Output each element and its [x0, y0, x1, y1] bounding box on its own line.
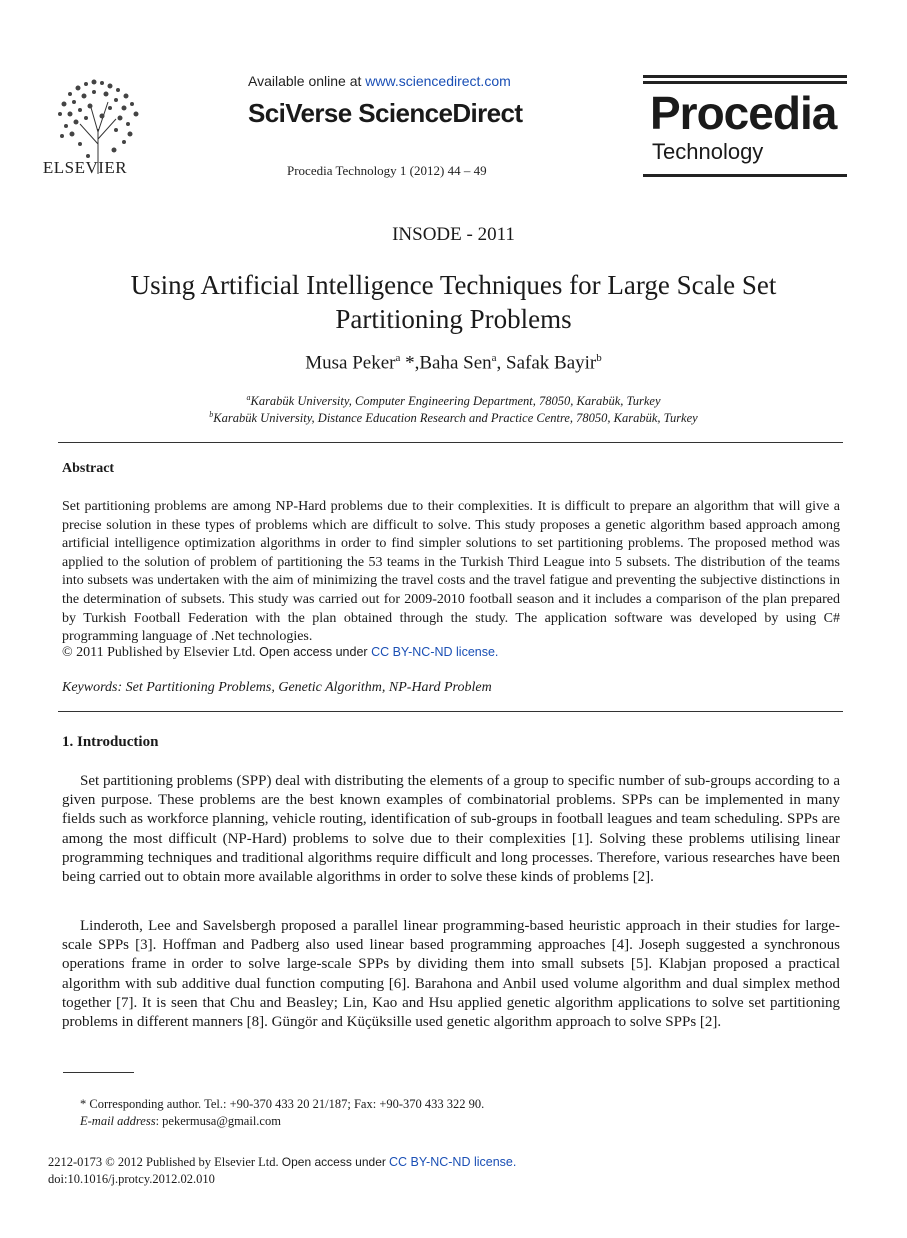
available-online-label: Available online at — [248, 73, 362, 89]
procedia-rule-top-2 — [643, 81, 847, 84]
email-note — [80, 1114, 281, 1129]
issn-text: 2212-0173 © 2012 Published by Elsevier Ltd. — [48, 1155, 279, 1169]
abstract-text: Set partitioning problems are among NP-Hard problems due to their complexities. It is difficult to prepare an algorithm that will give a precise solution in these types of problems which are difficult to solve. This study proposes a genetic algorithm based approach among artificial intelligence optimization algorithms in order to find simpler solutions to set partitioning problems. The proposed method was applied to the solution of problem of partitioning the 53 teams in the Turkish Third League into 5 subsets. The distribution of the teams into subsets was undertaken with the aim of minimizing the travel costs and the travel fatigue and preventing the subjective distinctions in the determination of subsets. This study was carried out for 2009-2010 football season and it includes a comparison of the plan prepared by Turkish Football Federation with the plan obtained through the study. The application software was developed by using C# programming language of .Net technologies. — [62, 499, 840, 645]
procedia-rule-bottom — [643, 174, 847, 177]
available-online — [248, 73, 511, 89]
cc-license-link[interactable]: CC BY-NC-ND license. — [371, 645, 499, 659]
divider-top — [58, 442, 843, 443]
author-name: Safak Bayir — [506, 352, 597, 374]
email-label: E-mail address — [80, 1114, 156, 1128]
article-title — [60, 268, 847, 336]
author-sup: a — [491, 352, 497, 364]
affiliation-a — [0, 393, 907, 409]
abstract-copyright — [62, 645, 498, 661]
journal-citation: Procedia Technology 1 (2012) 44 – 49 — [287, 163, 487, 178]
procedia-rule-top-1 — [643, 75, 847, 78]
procedia-logo: Procedia — [650, 87, 837, 139]
footer-open-access: Open access under — [281, 1155, 386, 1169]
email-value: : pekermusa@gmail.com — [155, 1114, 281, 1128]
copyright-text: © 2011 Published by Elsevier Ltd. — [62, 645, 256, 660]
open-access-label: Open access under — [259, 645, 368, 659]
author-name: Musa Peker — [305, 352, 396, 374]
author-suffix: *, — [400, 352, 420, 374]
conference-name: INSODE - 2011 — [392, 224, 515, 245]
author-sup: b — [596, 352, 602, 364]
affiliation-b — [0, 410, 907, 426]
divider-abstract — [58, 711, 843, 712]
section-heading-introduction: 1. Introduction — [62, 734, 159, 750]
affil-sup: a — [246, 393, 251, 402]
footer-license-link[interactable]: CC BY-NC-ND license. — [388, 1155, 517, 1169]
affil-text: Karabük University, Distance Education Research and Practice Centre, 78050, Karabük, Turkey — [213, 411, 698, 426]
corresponding-author-note: * Corresponding author. Tel.: +90-370 433 20 21/187; Fax: +90-370 433 322 90. — [80, 1097, 485, 1111]
affil-sup: b — [209, 410, 214, 419]
intro-paragraph-2: Linderoth, Lee and Savelsbergh proposed a parallel linear programming-based heuristic approach in their studies for large-scale SPPs [3]. Hoffman and Padberg also used linear based programming approaches [4]. Joseph suggested a synchronous operations frame in order to solve large-scale SPPs by dividing them into small subsets [5]. Klabjan proposed a practical algorithm with sub additive dual function computing [6]. Barahona and Anbil used volume algorithm and dual simplex method together [7]. It is seen that Chu and Beasley; Lin, Kao and Hsu applied genetic algorithm applications to solve set partitioning problems in different manners [8]. Güngör and Küçüksille used genetic algorithm approach to solve SPPs [2]. — [62, 918, 840, 1031]
title-line-2: Partitioning Problems — [335, 304, 572, 334]
procedia-logo-sub: Technology — [652, 139, 764, 164]
author-suffix: , — [496, 352, 507, 374]
keywords: Keywords: Set Partitioning Problems, Genetic Algorithm, NP-Hard Problem — [62, 680, 492, 695]
affil-text: Karabük University, Computer Engineering Department, 78050, Karabük, Turkey — [250, 394, 661, 409]
title-line-1: Using Artificial Intelligence Techniques for Large Scale Set — [130, 270, 777, 300]
author-list — [0, 352, 907, 374]
abstract-heading: Abstract — [62, 461, 115, 476]
sciencedirect-link[interactable]: www.sciencedirect.com — [365, 73, 511, 89]
sciverse-logo: SciVerse ScienceDirect — [248, 98, 523, 128]
author-name: Baha Sen — [419, 352, 492, 374]
author-sup: a — [395, 352, 401, 364]
intro-paragraph-1: Set partitioning problems (SPP) deal with distributing the elements of a group to specific number of sub-groups according to a given purpose. These problems are the best known examples of combinatorial problems. SPPs can be implemented in many fields such as workforce planning, vehicle routing, identification of sub-groups in football leagues and team scheduling. SPPs are among the most difficult (NP-Hard) problems to solve due to their complexities [1]. Solving these problems utilising linear programming techniques and traditional algorithms require difficult and long processes. Therefore, various researches have been being carried out to obtain more available algorithms in order to solve these kinds of problems [2]. — [62, 773, 840, 886]
footnote-rule — [63, 1072, 134, 1073]
doi-line: doi:10.1016/j.protcy.2012.02.010 — [48, 1172, 215, 1186]
issn-line — [48, 1155, 516, 1170]
elsevier-wordmark: ELSEVIER — [42, 158, 128, 177]
